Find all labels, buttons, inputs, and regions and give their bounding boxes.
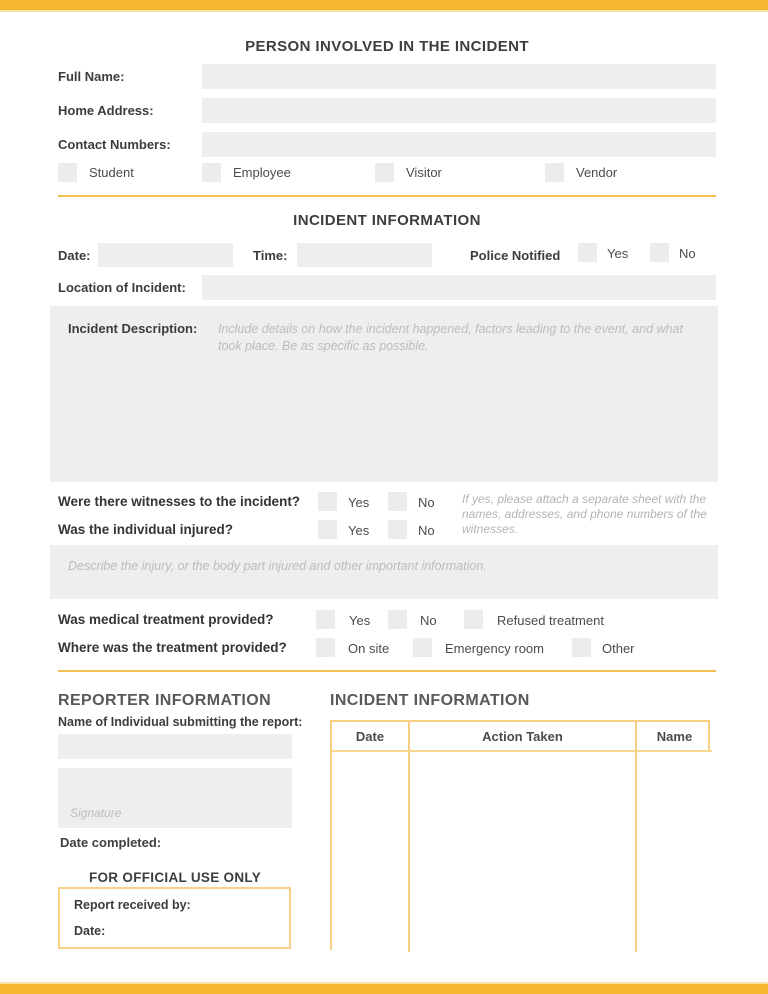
where-question: Where was the treatment provided? [58,640,287,655]
date-completed-label: Date completed: [60,835,162,850]
witnesses-question: Were there witnesses to the incident? [58,494,301,509]
location-input[interactable] [202,275,716,300]
home-address-input[interactable] [202,98,716,123]
home-address-row [58,98,716,123]
actions-action-cell[interactable] [410,752,637,952]
witnesses-yes-checkbox[interactable] [318,492,337,511]
time-input[interactable] [297,243,432,267]
refused-treatment-label: Refused treatment [497,613,604,628]
section-divider-1 [58,195,716,197]
injured-yes-label: Yes [348,523,370,538]
date-time-police-row [58,243,716,267]
police-no-checkbox[interactable] [650,243,669,262]
medical-no-label: No [420,613,437,628]
emergency-room-label: Emergency room [445,641,544,656]
contact-numbers-label: Contact Numbers: [58,137,171,152]
official-use-title: FOR OFFICIAL USE ONLY [88,870,262,885]
official-date-label: Date: [74,924,106,938]
reporter-name-input[interactable] [58,734,292,759]
medical-question: Was medical treatment provided? [58,612,274,627]
injured-no-label: No [418,523,435,538]
section-divider-2 [58,670,716,672]
type-student [58,163,134,182]
injured-question: Was the individual injured? [58,522,234,537]
police-no-label: No [679,246,696,261]
medical-yes-checkbox[interactable] [316,610,335,629]
actions-section-title: INCIDENT INFORMATION [330,692,530,709]
incident-description-box[interactable] [50,306,718,482]
full-name-label: Full Name: [58,69,125,84]
witnesses-yes-label: Yes [348,495,370,510]
onsite-checkbox[interactable] [316,638,335,657]
reporter-name-label: Name of Individual submitting the report: [58,715,303,729]
injury-description-placeholder: Describe the injury, or the body part injured and other important information. [68,559,487,573]
type-visitor [375,163,442,182]
onsite-label: On site [348,641,390,656]
student-label: Student [89,165,134,180]
actions-col-date: Date [332,722,410,752]
other-label: Other [602,641,635,656]
refused-treatment-checkbox[interactable] [464,610,483,629]
actions-table [330,720,710,950]
actions-col-action-taken: Action Taken [410,722,637,752]
employee-checkbox[interactable] [202,163,221,182]
injured-yes-checkbox[interactable] [318,520,337,539]
visitor-label: Visitor [406,165,442,180]
report-received-by-label: Report received by: [74,898,191,912]
police-yes-label: Yes [607,246,629,261]
injured-row [58,520,716,540]
other-checkbox[interactable] [572,638,591,657]
witnesses-no-checkbox[interactable] [388,492,407,511]
date-input[interactable] [98,243,233,267]
medical-treatment-row [58,610,716,630]
reporter-section-title: REPORTER INFORMATION [58,692,272,709]
full-name-row [58,64,716,89]
contact-numbers-row [58,132,716,157]
witnesses-no-label: No [418,495,435,510]
person-type-row [58,163,716,182]
student-checkbox[interactable] [58,163,77,182]
vendor-checkbox[interactable] [545,163,564,182]
incident-description-label: Incident Description: [68,321,198,336]
time-label: Time: [253,248,288,263]
contact-numbers-input[interactable] [202,132,716,157]
actions-name-cell[interactable] [637,752,712,952]
medical-no-checkbox[interactable] [388,610,407,629]
witnesses-note: If yes, please attach a separate sheet with the names, addresses, and phone numbers of the witnesses. [462,492,707,536]
police-yes-checkbox[interactable] [578,243,597,262]
emergency-room-checkbox[interactable] [413,638,432,657]
form-content [58,12,716,959]
date-label: Date: [58,248,91,263]
full-name-input[interactable] [202,64,716,89]
vendor-label: Vendor [576,165,618,180]
type-vendor [545,163,617,182]
actions-date-cell[interactable] [332,752,410,952]
incident-description-placeholder: Include details on how the incident happened, factors leading to the event, and what took place. Be as specific as possible. [218,322,683,353]
person-section-title: PERSON INVOLVED IN THE INCIDENT [245,38,529,55]
bottom-accent-bar [0,982,768,994]
type-employee [202,163,291,182]
actions-col-name: Name [637,722,712,752]
incident-section-title: INCIDENT INFORMATION [293,212,481,229]
bottom-columns [58,684,716,959]
official-use-box [58,887,291,949]
police-notified-label: Police Notified [470,248,561,263]
signature-placeholder: Signature [70,806,122,820]
treatment-location-row [58,638,716,658]
location-label: Location of Incident: [58,280,186,295]
signature-box[interactable] [58,768,292,828]
visitor-checkbox[interactable] [375,163,394,182]
top-accent-bar [0,0,768,12]
medical-yes-label: Yes [349,613,371,628]
employee-label: Employee [233,165,291,180]
injured-no-checkbox[interactable] [388,520,407,539]
home-address-label: Home Address: [58,103,154,118]
injury-description-box[interactable] [50,545,718,599]
location-row [58,275,716,300]
